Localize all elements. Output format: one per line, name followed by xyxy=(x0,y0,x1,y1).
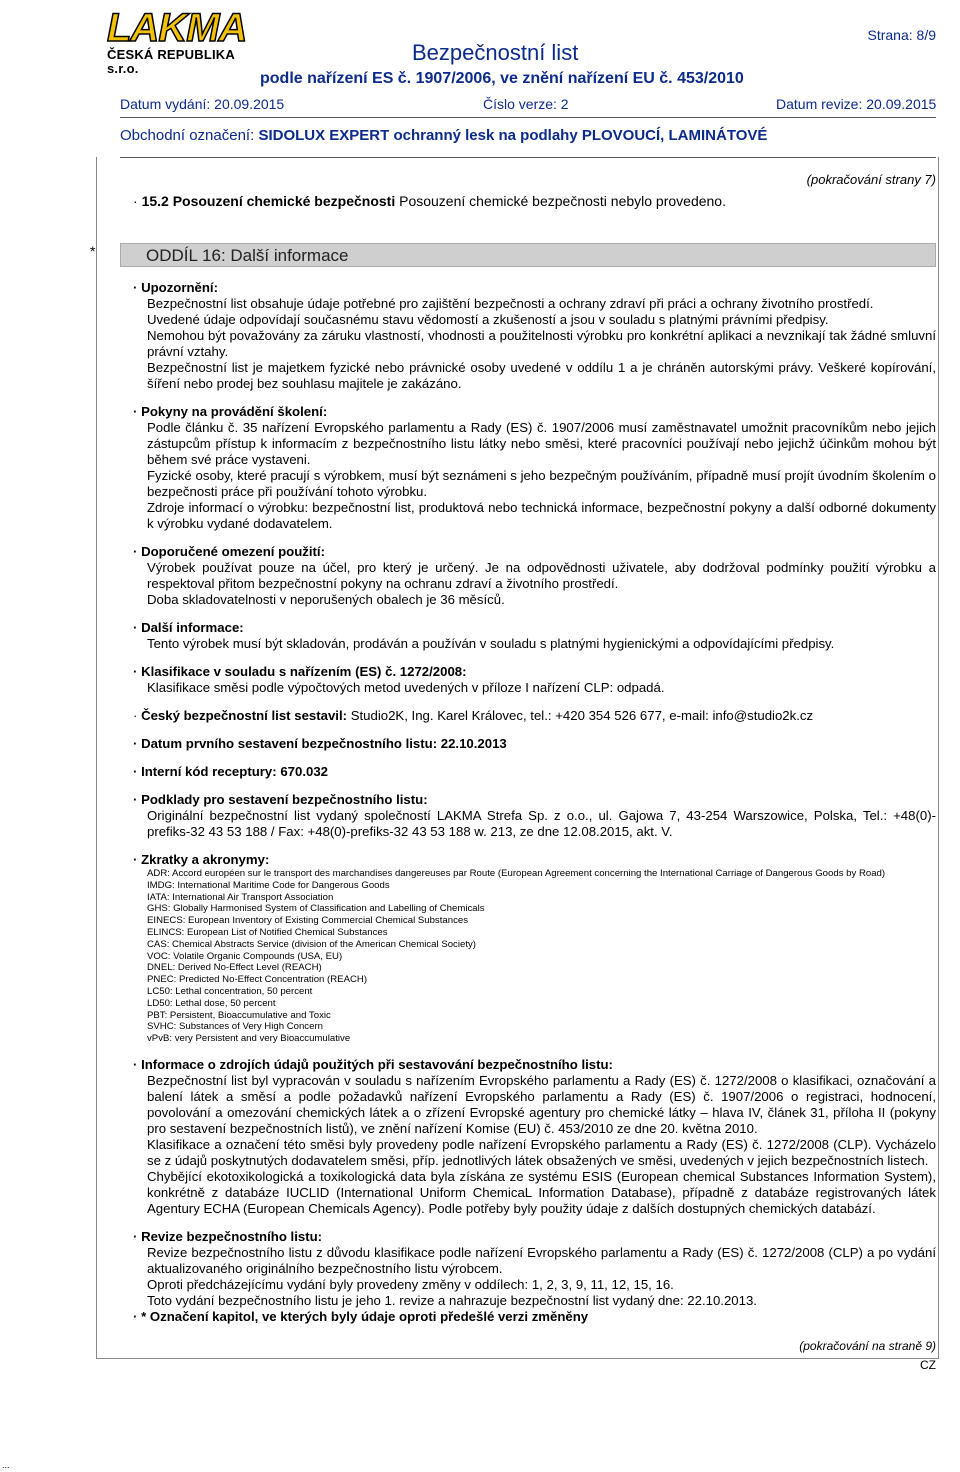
logo-tagline: ČESKÁ REPUBLIKA s.r.o. xyxy=(107,47,235,76)
sources-text: Originální bezpečnostní list vydaný společností LAKMA Strefa Sp. z o.o., ul. Gajowa 7, 43-254 Warszowice, Polska, Tel.: +48(0)-prefiks-32 43 53 188 / Fax: +48(0)-prefiks-32 43 53 188 w. 213, ze dne 12.08.2015, akt. V. xyxy=(147,808,936,839)
abbreviation-item: ADR: Accord européen sur le transport des marchandises dangereuses par Route (European Agreement concerning the International Carriage of Dangerous Goods by Road) xyxy=(147,868,886,879)
language-code: CZ xyxy=(920,1358,936,1372)
recipe-code-value: 670.032 xyxy=(280,764,328,779)
abbreviation-item: PNEC: Predicted No-Effect Concentration (REACH) xyxy=(147,974,368,986)
changed-sections-note: * Označení kapitol, ve kterých byly údaje oproti předešlé verzi změněny xyxy=(141,1308,589,1324)
use-restriction-text-1: Výrobek používat pouze na účel, pro který je určený. Je na odpovědnosti uživatele, aby dodržoval podmínky použití výrobku a respektoval přitom bezpečnostní pokyny na ochranu zdraví a životního prostředí. xyxy=(147,560,936,591)
classification-text: Klasifikace směsi podle výpočtových metod uvedených v příloze I nařízení CLP: odpadá. xyxy=(147,680,665,695)
sources-block: · Podklady pro sestavení bezpečnostního listu: Originální bezpečnostní list vydaný společností LAKMA Strefa Sp. z o.o., ul. Gajowa 7, 43-254 Warszowice, Polska, Tel.: +48(0)-prefiks-32 43 53 188 / Fax: +48(0)-prefiks-32 43 53 188 w. 213, ze dne 12.08.2015, akt. V. xyxy=(133,792,936,839)
warning-text-3: Nemohou být považovány za záruku vlastností, vhodnosti a použitelnosti výrobku pro konkrétní aplikaci a nevznikají tak žádné smluvní právní vztahy. xyxy=(147,328,936,359)
abbreviation-item: SVHC: Substances of Very High Concern xyxy=(147,1021,323,1033)
abbreviation-item: LC50: Lethal concentration, 50 percent xyxy=(147,985,313,997)
abbreviation-item: GHS: Globally Harmonised System of Classification and Labelling of Chemicals xyxy=(147,903,485,915)
further-info-text: Tento výrobek musí být skladován, prodáván a používán v souladu s platnými hygienickými a odpovídajícími předpisy. xyxy=(147,636,835,651)
warning-text-4: Bezpečnostní list je majetkem fyzické nebo právnické osoby uvedené v oddílu 1 a je chráněn autorskými právy. Veškeré kopírování, šíření nebo prodej bez souhlasu majitele je zakázáno. xyxy=(147,360,936,391)
training-text-2: Fyzické osoby, které pracují s výrobkem, musí být seznámeni s jeho bezpečným používáním, případně musí projít úvodním školením o bezpečnosti práce při používání tohoto výrobku. xyxy=(147,468,936,499)
section-15-2-text: Posouzení chemické bezpečnosti nebylo provedeno. xyxy=(399,193,726,209)
abbreviation-item: vPvB: very Persistent and very Bioaccumulative xyxy=(147,1033,351,1045)
data-sources-heading: Informace o zdrojích údajů použitých při sestavování bezpečnostního listu: xyxy=(141,1056,613,1072)
first-date-value: 22.10.2013 xyxy=(440,736,507,751)
trade-name xyxy=(120,127,767,144)
use-restriction-text-2: Doba skladovatelnosti v neporušených obalech je 36 měsíců. xyxy=(147,592,505,607)
training-text-3: Zdroje informací o výrobku: bezpečnostní list, produktová nebo technická informace, bezpečnostní pokyny a další odborné dokumenty k výrobku vydané dodavatelem. xyxy=(147,500,936,531)
change-marker: * xyxy=(90,243,96,259)
revision-date: Datum revize: 20.09.2015 xyxy=(776,96,937,112)
sources-heading: Podklady pro sestavení bezpečnostního listu: xyxy=(141,792,428,807)
abbreviation-item: EINECS: European Inventory of Existing Commercial Chemical Substances xyxy=(147,915,468,927)
abbreviation-item: IMDG: International Maritime Code for Dangerous Goods xyxy=(147,879,390,891)
data-sources-text-2: Klasifikace a označení této směsi byly provedeny podle nařízení Evropského parlamentu a Rady (ES) č. 1272/2008 (CLP). Vycházelo se z údajů poskytnutých dodavatelem směsi, příp. jednotlivých látek obsažených ve směsi, uvedených v jejich bezpečnostních listech. xyxy=(147,1136,936,1168)
revision-text-1: Revize bezpečnostního listu z důvodu klasifikace podle nařízení Evropského parlamentu a Rady (ES) č. 1272/2008 (CLP) a po vydání aktualizovaného originálního bezpečnostního listu výrobcem. xyxy=(147,1244,936,1276)
abbreviations-block: · Zkratky a akronymy: ADR: Accord européen sur le transport des marchandises dangereuses par Route (European Agreement concerning the International Carriage of Dangerous Goods by Road) IMDG: International Maritime Code for Dangerous Goods IATA: International Air Transport Association GHS: Globally Harmonised System of Classification and Labelling of Chemicals EINECS: European Inventory of Existing Commercial Chemical Substances ELINCS: European List of Notified Chemical Substances CAS: Chemical Abstracts Service (division of the American Chemical Society) VOC: Volatile Organic Compounds (USA, EU) DNEL: Derived No-Effect Level (REACH) PNEC: Predicted No-Effect Concentration (REACH) LC50: Lethal concentration, 50 percent LD50: Lethal dose, 50 percent PBT: Persistent, Bioaccumulative and Toxic SVHC: Substances of Very High Concern vPvB: very Persistent and very Bioaccumulative xyxy=(140,852,936,1045)
recipe-code-block: · Interní kód receptury: 670.032 xyxy=(133,764,328,779)
training-text-1: Podle článku č. 35 nařízení Evropského parlamentu a Rady (ES) č. 1907/2006 musí zaměstnavatel umožnit pracovníkům nebo jejich zástupcům přístup k informacím z bezpečnostního listu látky nebo směsi, které pracovníci používají nebo jejichž účinkům mohou být během své práce vystaveni. xyxy=(147,420,936,467)
warning-block: · Upozornění: Bezpečnostní list obsahuje údaje potřebné pro zajištění bezpečnosti a ochrany zdraví při práci a ochrany životního prostředí. Uvedené údaje odpovídají současnému stavu vědomostí a zkušeností a jsou v souladu s platnými právními předpisy. Nemohou být považovány za záruku vlastností, vhodnosti a použitelnosti výrobku pro konkrétní aplikaci a nevznikají tak žádné smluvní právní vztahy. Bezpečnostní list je majetkem fyzické nebo právnické osoby uvedené v oddílu 1 a je chráněn autorskými právy. Veškeré kopírování, šíření nebo prodej bez souhlasu majitele je zakázáno. xyxy=(133,280,936,391)
further-info-heading: Další informace: xyxy=(141,620,244,635)
corner-mark: ... xyxy=(2,1460,10,1470)
section-15-2: · 15.2 Posouzení chemické bezpečnosti Posouzení chemické bezpečnosti nebylo provedeno. xyxy=(133,193,726,209)
data-sources-text-3: Chybějící ekotoxikologická a toxikologická data byla získána ze systému ESIS (European chemical Substances Information System), konkrétně z databáze IUCLID (International Uniform ChemicaL Information Database), případně z databáze registrovaných látek Agentury ECHA (European Chemicals Agency). Podle potřeby byly použity údaje z dalších dostupných chemických databází. xyxy=(147,1168,936,1216)
header-divider xyxy=(120,117,936,118)
data-sources-block: · Informace o zdrojích údajů použitých při sestavování bezpečnostního listu: Bezpečnostní list byl vypracován v souladu s nařízením Evropského parlamentu a Rady (ES) č. 1272/2008 o klasifikaci, označování a balení látek a směsí a podle požadavků nařízení Evropského parlamentu a Rady (ES) č. 1907/2006 o registraci, hodnocení, povolování a omezování chemických látek a o zřízení Evropské agentury pro chemické látky – hlava IV, článek 31, příloha II (pokyny pro sestavení bezpečnostních listů), ve znění nařízení Komise (EU) č. 453/2010 ze dne 20. května 2010. Klasifikace a označení této směsi byly provedeny podle nařízení Evropského parlamentu a Rady (ES) č. 1272/2008 (CLP). Vycházelo se z údajů poskytnutých dodavatelem směsi, příp. jednotlivých látek obsažených ve směsi, uvedených v jejich bezpečnostních listech. Chybějící ekotoxikologická a toxikologická data byla získána ze systému ESIS (European chemical Substances Information System), konkrétně z databáze IUCLID (International Uniform ChemicaL Information Database), případně z databáze registrovaných látek Agentury ECHA (European Chemicals Agency). Podle potřeby byly použity údaje z dalších dostupných chemických databází. xyxy=(133,1056,936,1216)
abbreviation-item: PBT: Persistent, Bioaccumulative and Toxic xyxy=(147,1009,331,1021)
warning-heading: Upozornění: xyxy=(141,280,218,295)
continuation-previous: (pokračování strany 7) xyxy=(806,172,936,187)
author-value: Studio2K, Ing. Karel Královec, tel.: +420 354 526 677, e-mail: info@studio2k.cz xyxy=(350,708,814,723)
abbreviation-item: DNEL: Derived No-Effect Level (REACH) xyxy=(147,962,322,974)
author-heading: Český bezpečnostní list sestavil: xyxy=(141,708,348,723)
revision-text-3: Toto vydání bezpečnostního listu je jeho 1. revize a nahrazuje bezpečnostní list vydaný dne: 22.10.2013. xyxy=(147,1292,757,1308)
training-heading: Pokyny na provádění školení: xyxy=(141,404,328,419)
abbreviation-item: CAS: Chemical Abstracts Service (division of the American Chemical Society) xyxy=(147,938,476,950)
abbreviation-item: LD50: Lethal dose, 50 percent xyxy=(147,997,276,1009)
first-date-heading: Datum prvního sestavení bezpečnostního listu: xyxy=(141,736,438,751)
further-info-block: · Další informace: Tento výrobek musí být skladován, prodáván a používán v souladu s platnými hygienickými a odpovídajícími předpisy. xyxy=(140,620,936,652)
logo-wordmark: LAKMA xyxy=(107,6,247,50)
revision-text-2: Oproti předcházejícímu vydání byly provedeny změny v oddílech: 1, 2, 3, 9, 11, 12, 15, 16. xyxy=(147,1276,674,1292)
author-block: · Český bezpečnostní list sestavil: Studio2K, Ing. Karel Královec, tel.: +420 354 526 677, e-mail: info@studio2k.cz xyxy=(133,708,814,723)
continuation-next: (pokračování na straně 9) xyxy=(799,1339,936,1353)
section-16-title: ODDÍL 16: Další informace xyxy=(146,246,349,265)
classification-heading: Klasifikace v souladu s nařízením (ES) č. 1272/2008: xyxy=(141,664,467,679)
training-block: · Pokyny na provádění školení: Podle článku č. 35 nařízení Evropského parlamentu a Rady (ES) č. 1907/2006 musí zaměstnavatel umožnit pracovníkům nebo jejich zástupcům přístup k informacím z bezpečnostního listu látky nebo směsi, které pracovníci používají nebo jejichž účinkům mohou být během své práce vystaveni. Fyzické osoby, které pracují s výrobkem, musí být seznámeni s jeho bezpečným používáním, případně musí projít úvodním školením o bezpečnosti práce při používání tohoto výrobku. Zdroje informací o výrobku: bezpečnostní list, produktová nebo technická informace, bezpečnostní pokyny a další odborné dokumenty k výrobku vydané dodavatelem. xyxy=(133,404,936,531)
trade-name-value: SIDOLUX EXPERT ochranný lesk na podlahy PLOVOUCÍ, LAMINÁTOVÉ xyxy=(258,127,768,144)
revision-block: · Revize bezpečnostního listu: Revize bezpečnostního listu z důvodu klasifikace podle nařízení Evropského parlamentu a Rady (ES) č. 1272/2008 (CLP) a po vydání aktualizovaného originálního bezpečnostního listu výrobcem. Oproti předcházejícímu vydání byly provedeny změny v oddílech: 1, 2, 3, 9, 11, 12, 15, 16. Toto vydání bezpečnostního listu je jeho 1. revize a nahrazuje bezpečnostní list vydaný dne: 22.10.2013. · * Označení kapitol, ve kterých byly údaje oproti předešlé verzi změněny xyxy=(133,1228,936,1324)
abbreviation-item: VOC: Volatile Organic Compounds (USA, EU) xyxy=(147,950,343,962)
revision-heading: Revize bezpečnostního listu: xyxy=(141,1228,323,1244)
data-sources-text-1: Bezpečnostní list byl vypracován v souladu s nařízením Evropského parlamentu a Rady (ES) č. 1272/2008 o klasifikaci, označování a balení látek a směsí a podle požadavků nařízení Evropského parlamentu a Rady (ES) č. 1907/2006 o registraci, hodnocení, povolování a omezování chemických látek a o zřízení Evropské agentury pro chemické látky – hlava IV, článek 31, příloha II (pokyny pro sestavení bezpečnostních listů), ve znění nařízení Komise (EU) č. 453/2010 ze dne 20. května 2010. xyxy=(147,1072,936,1136)
version-number: Číslo verze: 2 xyxy=(483,96,569,112)
section-15-2-label: 15.2 Posouzení chemické bezpečnosti xyxy=(141,193,396,209)
abbreviation-item: IATA: International Air Transport Association xyxy=(147,891,334,903)
use-restriction-block: · Doporučené omezení použití: Výrobek používat pouze na účel, pro který je určený. Je na odpovědnosti uživatele, aby dodržoval podmínky použití výrobku a respektoval přitom bezpečnostní pokyny na ochranu zdraví a životního prostředí. Doba skladovatelnosti v neporušených obalech je 36 měsíců. xyxy=(133,544,936,607)
issue-date: Datum vydání: 20.09.2015 xyxy=(120,96,285,112)
document-subtitle: podle nařízení ES č. 1907/2006, ve znění nařízení EU č. 453/2010 xyxy=(260,70,744,87)
abbreviations-heading: Zkratky a akronymy: xyxy=(141,852,270,867)
use-restriction-heading: Doporučené omezení použití: xyxy=(141,544,325,559)
first-date-block: · Datum prvního sestavení bezpečnostního listu: 22.10.2013 xyxy=(133,736,507,751)
page-number: Strana: 8/9 xyxy=(867,27,936,43)
document-title: Bezpečnostní list xyxy=(412,40,579,65)
abbreviation-item: ELINCS: European List of Notified Chemical Substances xyxy=(147,926,388,938)
lakma-logo xyxy=(107,6,267,76)
section-16-content xyxy=(133,280,936,1325)
warning-text-2: Uvedené údaje odpovídají současnému stavu vědomostí a zkušeností a jsou v souladu s platnými právními předpisy. xyxy=(147,312,829,327)
trade-name-label: Obchodní označení: xyxy=(120,127,255,144)
classification-block: · Klasifikace v souladu s nařízením (ES) č. 1272/2008: Klasifikace směsi podle výpočtových metod uvedených v příloze I nařízení CLP: odpadá. xyxy=(140,664,936,696)
warning-text-1: Bezpečnostní list obsahuje údaje potřebné pro zajištění bezpečnosti a ochrany zdraví při práci a ochrany životního prostředí. xyxy=(147,296,874,311)
recipe-code-heading: Interní kód receptury: xyxy=(141,764,277,779)
